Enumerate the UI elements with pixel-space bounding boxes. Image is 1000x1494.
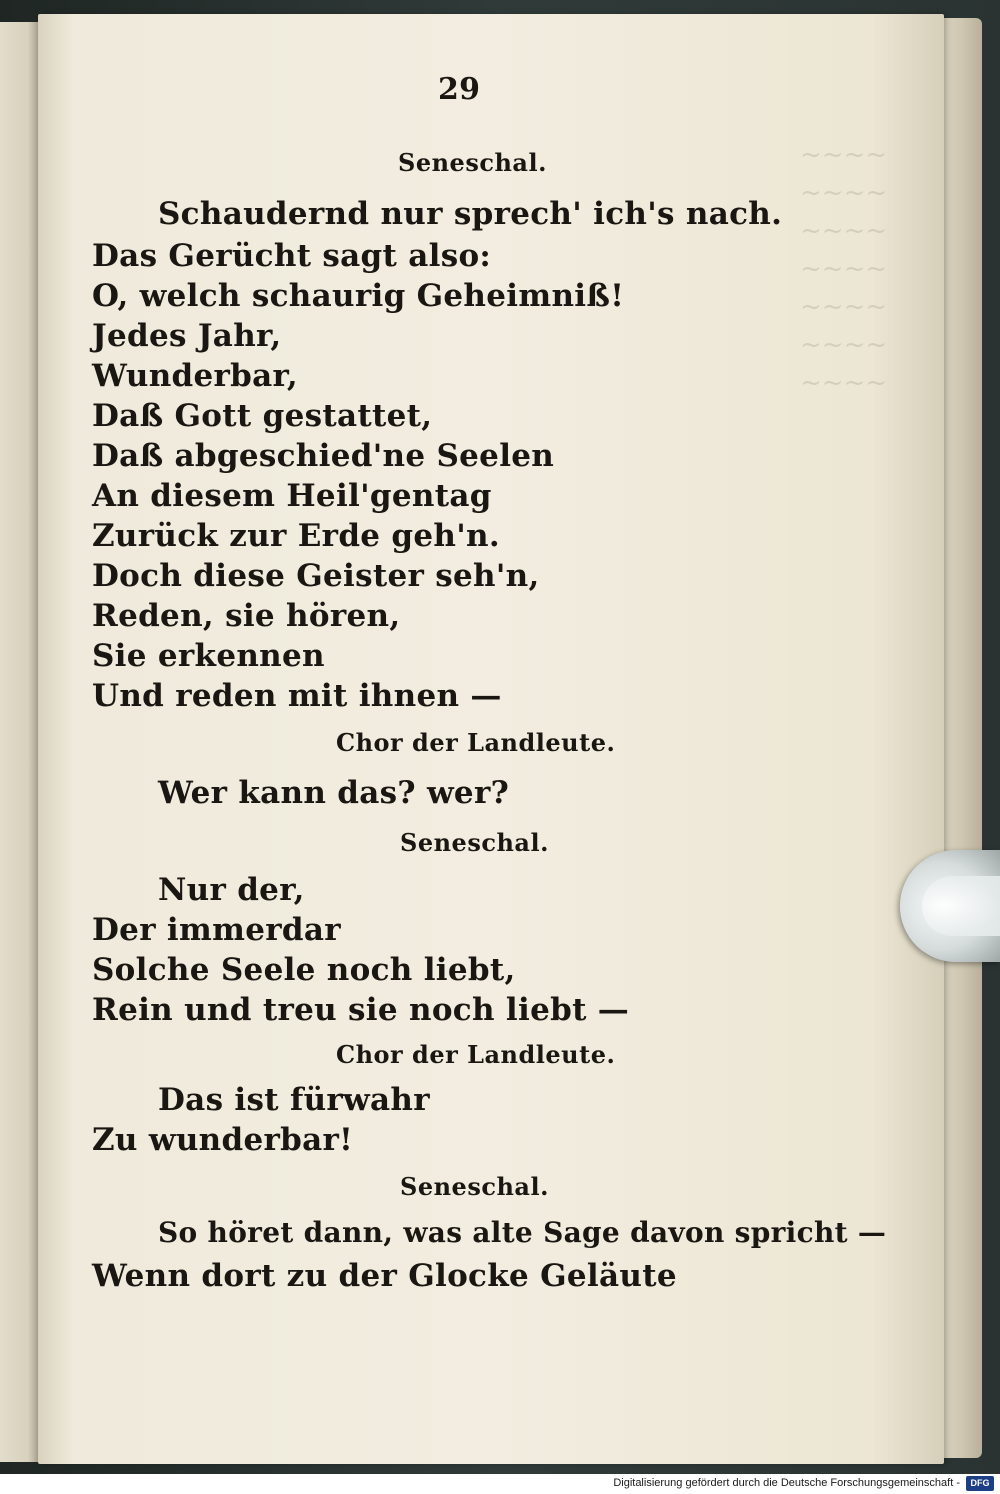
footer-credit: Digitalisierung gefördert durch die Deutsche Forschungsgemeinschaft - xyxy=(613,1477,960,1489)
verse-line: Wer kann das? wer? xyxy=(158,775,510,811)
show-through-texture: ~~~~ ~~~~ ~~~~ ~~~~ ~~~~ ~~~~ ~~~~ xyxy=(800,140,888,398)
speaker-heading-seneschal: Seneschal. xyxy=(398,148,547,177)
verse-line: Doch diese Geister seh'n, xyxy=(92,558,540,594)
verse-line: An diesem Heil'gentag xyxy=(92,478,492,514)
verse-line: Sie erkennen xyxy=(92,638,325,674)
verse-line: Zu wunderbar! xyxy=(92,1122,354,1158)
verse-line: O, welch schaurig Geheimniß! xyxy=(92,278,625,314)
speaker-heading-seneschal: Seneschal. xyxy=(400,1172,549,1201)
plastic-page-clip xyxy=(900,850,1000,962)
verse-line: So höret dann, was alte Sage davon spricht — xyxy=(158,1216,887,1249)
speaker-heading-chor: Chor der Landleute. xyxy=(336,728,616,757)
dfg-logo-icon: DFG xyxy=(966,1476,994,1491)
verse-line: Das Gerücht sagt also: xyxy=(92,238,492,274)
verse-line: Solche Seele noch liebt, xyxy=(92,952,516,988)
verse-line: Zurück zur Erde geh'n. xyxy=(92,518,500,554)
verse-line: Jedes Jahr, xyxy=(92,318,282,354)
verse-line: Daß Gott gestattet, xyxy=(92,398,433,434)
verse-line: Wenn dort zu der Glocke Geläute xyxy=(92,1258,677,1294)
verse-line: Reden, sie hören, xyxy=(92,598,401,634)
facing-page-edge xyxy=(0,22,40,1462)
verse-line: Rein und treu sie noch liebt — xyxy=(92,992,630,1028)
speaker-heading-chor: Chor der Landleute. xyxy=(336,1040,616,1069)
verse-line: Daß abgeschied'ne Seelen xyxy=(92,438,555,474)
verse-line: Nur der, xyxy=(158,872,305,908)
verse-line: Wunderbar, xyxy=(92,358,298,394)
clip-highlight xyxy=(922,876,1000,936)
verse-line: Der immerdar xyxy=(92,912,341,948)
page-number: 29 xyxy=(438,72,481,107)
verse-line: Schaudernd nur sprech' ich's nach. xyxy=(158,196,783,232)
verse-line: Und reden mit ihnen — xyxy=(92,678,502,714)
digitization-footer xyxy=(0,1474,1000,1494)
verse-line: Das ist fürwahr xyxy=(158,1082,430,1118)
speaker-heading-seneschal: Seneschal. xyxy=(400,828,549,857)
